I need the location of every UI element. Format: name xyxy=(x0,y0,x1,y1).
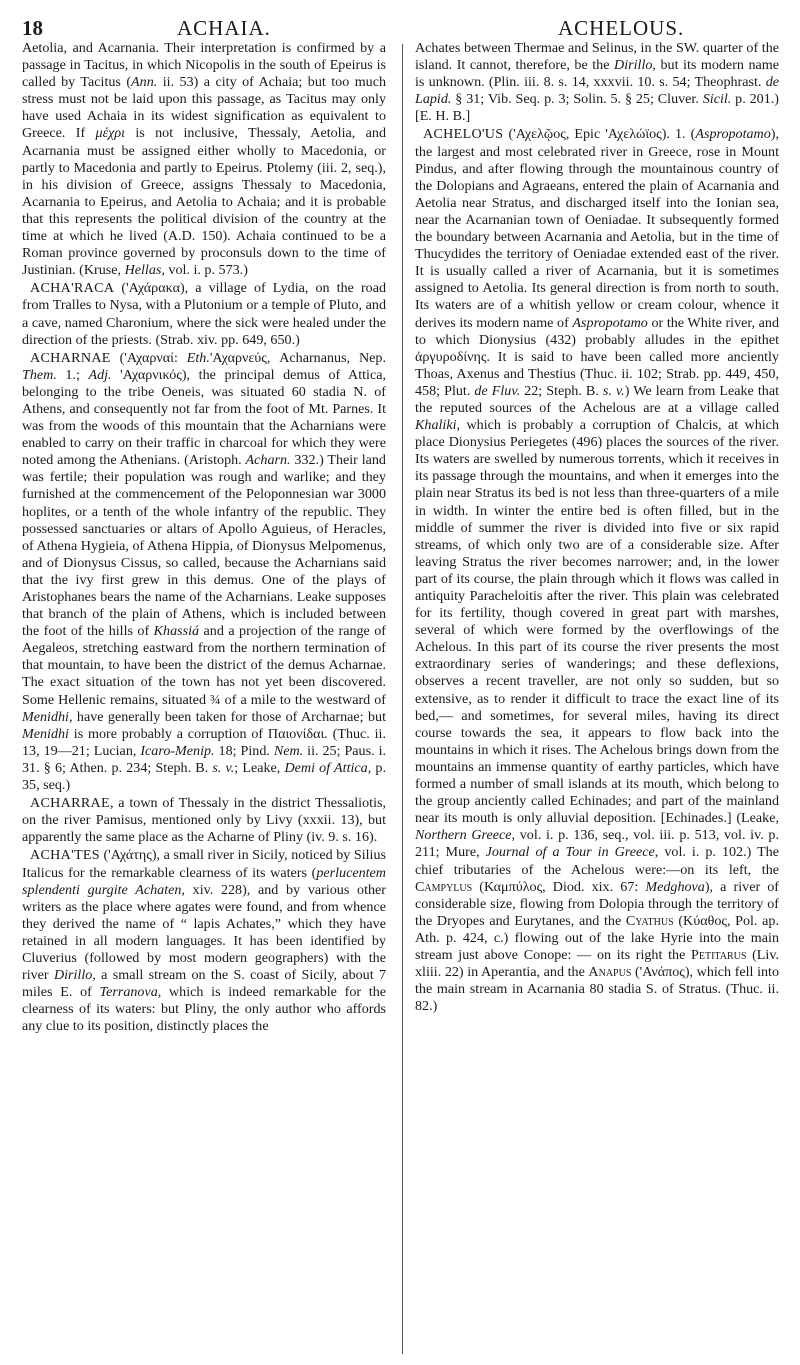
running-header xyxy=(22,10,786,40)
text-run: ('Αχάρακα), a village of Lydia, on the road from Tralles to Nysa, with a Plutonium or a temple of Pluto, and a cave, named Charonium, where the sick were healed under the direction of the priests. (Strab. xiv. pp. 649, 650.) xyxy=(22,280,386,348)
paragraph xyxy=(415,40,779,125)
text-run: or the White river, and to which Dionysius (432) probably alludes in the epithet ἀργυροδίνης. It is said to have been called more anciently Thoas, Axenus and Thestius (Thuc. ii. 102; Strab. pp. 449, 450, 458; Plut. xyxy=(415,314,779,399)
left-running-title: ACHAIA. xyxy=(177,16,271,40)
text-run: xiv. 228), and by various other writers as the place where agates were found, and from whence they derived the name of “ lapis Achates,” which they have retained in all modern languages. It has been identified by Cluverius (followed by most modern geographers) with the river xyxy=(22,881,386,984)
text-run: Achates between Thermae and Selinus, in the SW. quarter of the island. It cannot, therefore, be the xyxy=(415,40,779,74)
italic-text: Nem. xyxy=(273,742,304,759)
italic-text: de Fluv. xyxy=(474,382,521,399)
italic-text: Acharn. xyxy=(245,452,291,469)
text-run: 18; Pind. xyxy=(214,742,274,759)
text-run: ('Αχάτης), a small river in Sicily, noticed by Silius Italicus for the remarkable clearness of its waters ( xyxy=(22,847,386,881)
italic-text: Eth. xyxy=(186,349,210,366)
italic-text: μέχρι xyxy=(95,125,126,142)
italic-text: Journal of a Tour in Greece, xyxy=(485,844,659,861)
dictionary-entry xyxy=(415,126,779,1015)
entry-headword: ACHARNAE xyxy=(30,349,111,366)
right-column xyxy=(415,40,779,1358)
italic-text: Ann. xyxy=(131,74,158,91)
page-body xyxy=(22,40,792,1358)
left-column xyxy=(22,40,386,1358)
entry-headword: ACHARRAE xyxy=(30,795,110,812)
text-run: is more probably a corruption of Παιονίδαι. (Thuc. ii. 13, 19—21; Lucian, xyxy=(22,725,386,759)
italic-text: s. v. xyxy=(602,382,625,399)
italic-text: perlucentem splendenti gurgite Achaten, xyxy=(22,864,386,898)
text-run: ii. 25; Paus. i. 31. § 6; Athen. p. 234; Steph. B. xyxy=(22,742,386,776)
text-run: 'Αχαρνεύς, Acharnanus, Nep. xyxy=(209,349,386,366)
text-run: ('Αχαρναί: xyxy=(110,349,187,366)
italic-text: Demi of Attica, xyxy=(284,759,372,776)
text-run: is not inclusive, Thessaly, Aetolia, and Acarnania must be assigned either wholly to Macedonia, or partly to Macedonia and partly to Epeirus. Ptolemy (iii. 2, seq.), in his division of Greece, assigns Thessaly to Macedonia, Acarnania to Epeirus, and Aetolia to Achaia; and it is probable that this represents the political division of the country at the time at which he lived (A.D. 150). Achaia continued to be a Roman province governed by proconsuls down to the time of Justinian. (Kruse, xyxy=(22,125,386,279)
paragraph xyxy=(22,40,386,279)
italic-text: Khaliki, xyxy=(415,417,461,434)
dictionary-entry xyxy=(22,350,386,794)
text-run: 332.) Their land was fertile; their population was rough and warlike; and they furnished at the commencement of the Peloponnesian war 3000 hoplites, or a tenth of the whole infantry of the republic. They possessed sanctuaries or altars of Apollo Aguieus, of Heracles, of Athena Hygieia, of Athena Hippia, of Dionysus Melpomenus, and of Dionysus Cissus, so called, because the Acharnians said that the ivy first grew in this demus. One of the plays of Aristophanes bears the name of the Acharnians. Leake supposes that branch of the plain of Athens, which is included between the foot of the hills of xyxy=(22,452,386,640)
italic-text: Northern Greece, xyxy=(415,827,516,844)
text-run: and a projection of the range of Aegaleos, stretching eastward from the northern termination of that mountain, to have been the district of the demus Acharnae. The exact situation of the town has not yet been discovered. Some Hellenic remains, situated ¾ of a mile to the westward of xyxy=(22,623,386,708)
italic-text: Icaro-Menip. xyxy=(140,742,215,759)
right-running-title: ACHELOUS. xyxy=(558,16,685,40)
text-run: which is probably a corruption of Chalcis, at which place Dionysius Periegetes (496) places the sources of the river. Its waters are swelled by numerous torrents, which it receives in its passage through the mountains, and when it emerges into the plain near Stratus its bed is not less than three-quarters of a mile in width. In winter the entire bed is often filled, but in the middle of summer the river is divided into five or six rapid streams, of which only two are of a considerable size. After leaving Stratus the river becomes narrower; and, in the lower part of its course, the plain through which it flows was called in antiquity Paracheloitis after the river. This plain was celebrated for its fertility, though covered in great part with marshes, several of which were formed by the overflowings of the Achelous. In this part of its course the river presents the most extraordinary series of wanderings; and these deflexions, observes a recent traveller, are not only so sudden, but so extensive, as to render it difficult to trace the exact line of its bed,— and sometimes, for several miles, having its direct course towards the sea, it appears to flow back into the mountains in which it rises. The Achelous brings down from the mountains an immense quantity of earthy particles, which have formed a number of small islands at its mouth, which belong to the group anciently called Echinades; and part of the mainland near its mouth is only alluvial deposition. [Echinades.] (Leake, xyxy=(415,417,779,827)
italic-text: Aspropotamo xyxy=(572,314,648,331)
italic-text: Khassiá xyxy=(153,623,200,640)
text-run: which is indeed remarkable for the clearness of its waters: but Pliny, the only author who affords any clue to its position, distinctly places the xyxy=(22,984,386,1035)
text-run: Aetolia, and Acarnania. Their interpretation is confirmed by a passage in Tacitus, in which Nicopolis in the south of Epeirus is called by Tacitus ( xyxy=(22,40,386,91)
italic-text: Dirillo, xyxy=(614,57,656,74)
page-number: 18 xyxy=(22,16,43,40)
italic-text: Hellas, xyxy=(124,262,165,279)
text-run: ) We learn from Leake that the reputed sources of the Achelous are at a village called xyxy=(415,382,779,416)
text-run: § 31; Vib. Seq. p. 3; Solin. 5. § 25; Cluver. xyxy=(451,91,703,108)
text-run: ), the largest and most celebrated river in Greece, rose in Mount Pindus, and after flowing through the mountainous country of the Dolopians and Agraeans, entered the plain of Acarnania and Aetolia near Stratus, and discharged itself into the Ionian sea, near the Acarnanian town of Oeniadae. It subsequently formed the boundary between Acarnania and Aetolia, but in the time of Thucydides the territory of Oeniadae extended east of the river. It is usually called a river of Acarnania, but it is sometimes assigned to Aetolia. Its general direction is from north to south. Its waters are of a whitish yellow or cream colour, whence it derives its modern name of xyxy=(415,126,779,331)
text-run: p. 35, seq.) xyxy=(22,759,386,794)
dictionary-entry xyxy=(22,280,386,348)
column-divider xyxy=(402,44,403,1354)
text-run: vol. i. p. 102.) The chief tributaries of the Achelous were:—on its left, the xyxy=(415,844,779,878)
text-run: vol. i. p. 136, seq., vol. iii. p. 513, vol. iv. p. 211; Mure, xyxy=(415,827,779,861)
text-run: (Καμπύλος, Diod. xix. 67: xyxy=(472,878,646,895)
dictionary-entry xyxy=(22,847,386,1035)
text-run: have generally been taken for those of Archarnae; but xyxy=(72,708,386,725)
small-caps-text: Anapus xyxy=(588,964,632,981)
italic-text: Them. xyxy=(22,366,57,383)
italic-text: Medghova xyxy=(645,878,705,895)
italic-text: Menidhi xyxy=(22,725,69,742)
entry-headword: ACHELO'US xyxy=(423,126,504,143)
text-run: vol. i. p. 573.) xyxy=(164,262,248,279)
text-run: ('Ανάπος), which fell into the main stream in Acarnania 80 stadia S. of Stratus. (Thuc. ii. 82.) xyxy=(415,964,779,1015)
dictionary-entry xyxy=(22,795,386,846)
italic-text: de Lapid. xyxy=(415,74,779,108)
small-caps-text: Petitarus xyxy=(691,946,747,963)
text-run: ), a river of considerable size, flowing from Dolopia through the territory of the Dryopes and Eurytanes, and the xyxy=(415,878,779,929)
italic-text: Menidhi, xyxy=(22,708,73,725)
italic-text: Sicil. xyxy=(702,91,732,108)
text-run: 'Αχαρνικός), the principal demus of Attica, belonging to the tribe Oeneis, was situated 60 stadia N. of Athens, and consequently not far from the foot of Mt. Parnes. It was from the woods of this mountain that the Acharnians were enabled to carry on their traffic in charcoal for which they were noted among the Athenians. (Aristoph. xyxy=(22,366,386,469)
text-run: a small stream on the S. coast of Sicily, about 7 miles E. of xyxy=(22,967,386,1001)
text-run: (Liv. xliii. 22) in Aperantia, and the xyxy=(415,946,779,981)
italic-text: s. v. xyxy=(212,759,235,776)
text-run: but its modern name is unknown. (Plin. iii. 8. s. 14, xxxvii. 10. s. 54; Theophrast. xyxy=(415,57,779,91)
italic-text: Adj. xyxy=(88,366,112,383)
italic-text: Dirillo, xyxy=(53,967,96,984)
italic-text: Aspropotamo xyxy=(695,126,771,143)
text-run: ('Αχελῷος, Epic 'Αχελώϊος). 1. ( xyxy=(503,126,696,143)
small-caps-text: Cyathus xyxy=(625,912,674,929)
small-caps-text: Campylus xyxy=(415,878,473,895)
text-run: , a town of Thessaly in the district Thessaliotis, on the river Pamisus, mentioned only by Livy (xxxii. 13), but apparently the same place as the Acharne of Pliny (iv. 9. s. 16). xyxy=(22,795,386,846)
text-run: 1.; xyxy=(56,366,89,383)
text-run: ; Leake, xyxy=(234,759,285,776)
entry-headword: ACHA'RACA xyxy=(30,280,115,297)
text-run: p. 201.) [E. H. B.] xyxy=(415,91,779,125)
text-run: ii. 53) a city of Achaia; but too much stress must not be laid upon this passage, as Tacitus may only have used Achaia in its widest signification as equivalent to Greece. If xyxy=(22,74,386,142)
italic-text: Terranova, xyxy=(99,984,162,1001)
text-run: (Κύαθος, Pol. ap. Ath. p. 424, c.) flowing out of the lake Hyrie into the main stream just above Conope: — on its right the xyxy=(415,912,779,963)
text-run: 22; Steph. B. xyxy=(520,382,603,399)
entry-headword: ACHA'TES xyxy=(30,847,100,864)
